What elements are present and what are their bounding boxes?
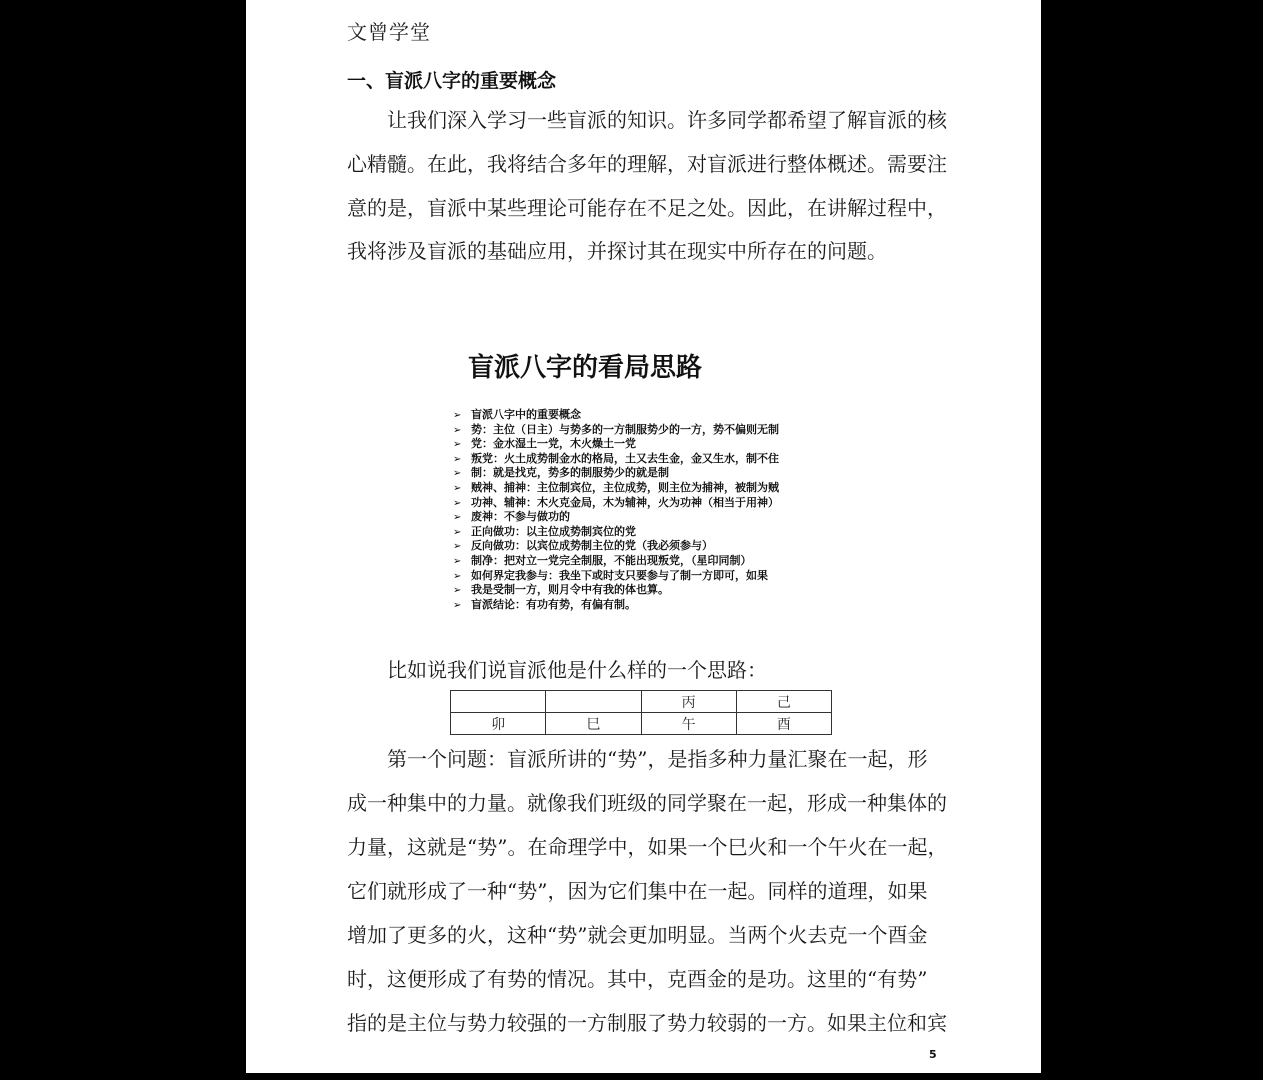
paragraph-line: 成一种集中的力量。就像我们班级的同学聚在一起，形成一种集体的: [347, 791, 947, 815]
slide-bullet: ➢ 贼神、捕神：主位制宾位，主位成势，则主位为捕神，被制为贼: [453, 481, 779, 496]
table-cell: 酉: [736, 713, 831, 735]
arrow-bullet-icon: ➢: [453, 585, 462, 597]
arrow-bullet-icon: ➢: [453, 439, 462, 451]
section-heading: 一、盲派八字的重要概念: [347, 70, 557, 92]
embedded-slide: [246, 330, 1041, 630]
arrow-bullet-icon: ➢: [453, 453, 462, 465]
bazi-chart-table: [450, 690, 832, 735]
arrow-bullet-icon: ➢: [453, 468, 462, 480]
arrow-bullet-icon: ➢: [453, 570, 462, 582]
paragraph-line: 增加了更多的火，这种“势”就会更加明显。当两个火去克一个酉金: [347, 923, 928, 947]
example-intro: 比如说我们说盲派他是什么样的一个思路：: [387, 658, 767, 682]
paragraph-line: 心精髓。在此，我将结合多年的理解，对盲派进行整体概述。需要注: [347, 152, 947, 176]
slide-bullet: ➢ 党：金水湿土一党，木火燥土一党: [453, 437, 779, 452]
page-number: 5: [929, 1048, 937, 1061]
arrow-bullet-icon: ➢: [453, 410, 462, 421]
table-cell: 巳: [546, 713, 641, 735]
slide-bullet: ➢ 我是受制一方，则月令中有我的体也算。: [453, 583, 779, 598]
table-cell: [546, 691, 641, 713]
slide-bullet: ➢ 反向做功：以宾位成势制主位的党（我必须参与）: [453, 539, 779, 554]
arrow-bullet-icon: ➢: [453, 526, 462, 538]
slide-bullet: ➢ 正向做功：以主位成势制宾位的党: [453, 525, 779, 540]
table-cell: 午: [641, 713, 736, 735]
slide-title: 盲派八字的看局思路: [468, 353, 703, 383]
paragraph-line: 指的是主位与势力较强的一方制服了势力较弱的一方。如果主位和宾: [347, 1011, 947, 1035]
slide-bullet: ➢ 盲派结论：有功有势，有偏有制。: [453, 598, 779, 613]
slide-bullet: ➢ 盲派八字中的重要概念: [453, 408, 779, 423]
page-header: 文曾学堂: [347, 20, 431, 44]
arrow-bullet-icon: ➢: [453, 512, 462, 524]
slide-bullet: ➢ 制：就是找克，势多的制服势少的就是制: [453, 466, 779, 481]
slide-bullet-list: [453, 408, 779, 612]
document-page: [246, 0, 1041, 1073]
slide-bullet: ➢ 如何界定我参与：我坐下或时支只要参与了制一方即可，如果: [453, 569, 779, 584]
table-cell: [451, 691, 546, 713]
slide-bullet: ➢ 功神、辅神：木火克金局，木为辅神，火为功神（相当于用神）: [453, 496, 779, 511]
table-cell: 丙: [641, 691, 736, 713]
arrow-bullet-icon: ➢: [453, 424, 462, 436]
paragraph-line: 它们就形成了一种“势”，因为它们集中在一起。同样的道理，如果: [347, 879, 928, 903]
paragraph-line: 意的是，盲派中某些理论可能存在不足之处。因此，在讲解过程中，: [347, 196, 947, 220]
paragraph-line: 让我们深入学习一些盲派的知识。许多同学都希望了解盲派的核: [387, 108, 947, 132]
paragraph-line: 时，这便形成了有势的情况。其中，克酉金的是功。这里的“有势”: [347, 967, 928, 991]
paragraph-line: 力量，这就是“势”。在命理学中，如果一个巳火和一个午火在一起，: [347, 835, 948, 859]
table-cell: 卯: [451, 713, 546, 735]
arrow-bullet-icon: ➢: [453, 599, 462, 611]
paragraph-line: 第一个问题：盲派所讲的“势”，是指多种力量汇聚在一起，形: [387, 747, 928, 771]
paragraph-line: 我将涉及盲派的基础应用，并探讨其在现实中所存在的问题。: [347, 239, 887, 263]
slide-bullet: ➢ 势：主位（日主）与势多的一方制服势少的一方，势不偏则无制: [453, 423, 779, 438]
table-row: [451, 691, 832, 713]
arrow-bullet-icon: ➢: [453, 482, 462, 494]
slide-bullet: ➢ 叛党：火土成势制金水的格局，土又去生金，金又生水，制不住: [453, 452, 779, 467]
arrow-bullet-icon: ➢: [453, 497, 462, 509]
slide-bullet: ➢ 制净：把对立一党完全制服，不能出现叛党，（星印同制）: [453, 554, 779, 569]
arrow-bullet-icon: ➢: [453, 541, 462, 553]
table-cell: 己: [736, 691, 831, 713]
arrow-bullet-icon: ➢: [453, 555, 462, 567]
table-row: [451, 713, 832, 735]
slide-bullet: ➢ 废神：不参与做功的: [453, 510, 779, 525]
